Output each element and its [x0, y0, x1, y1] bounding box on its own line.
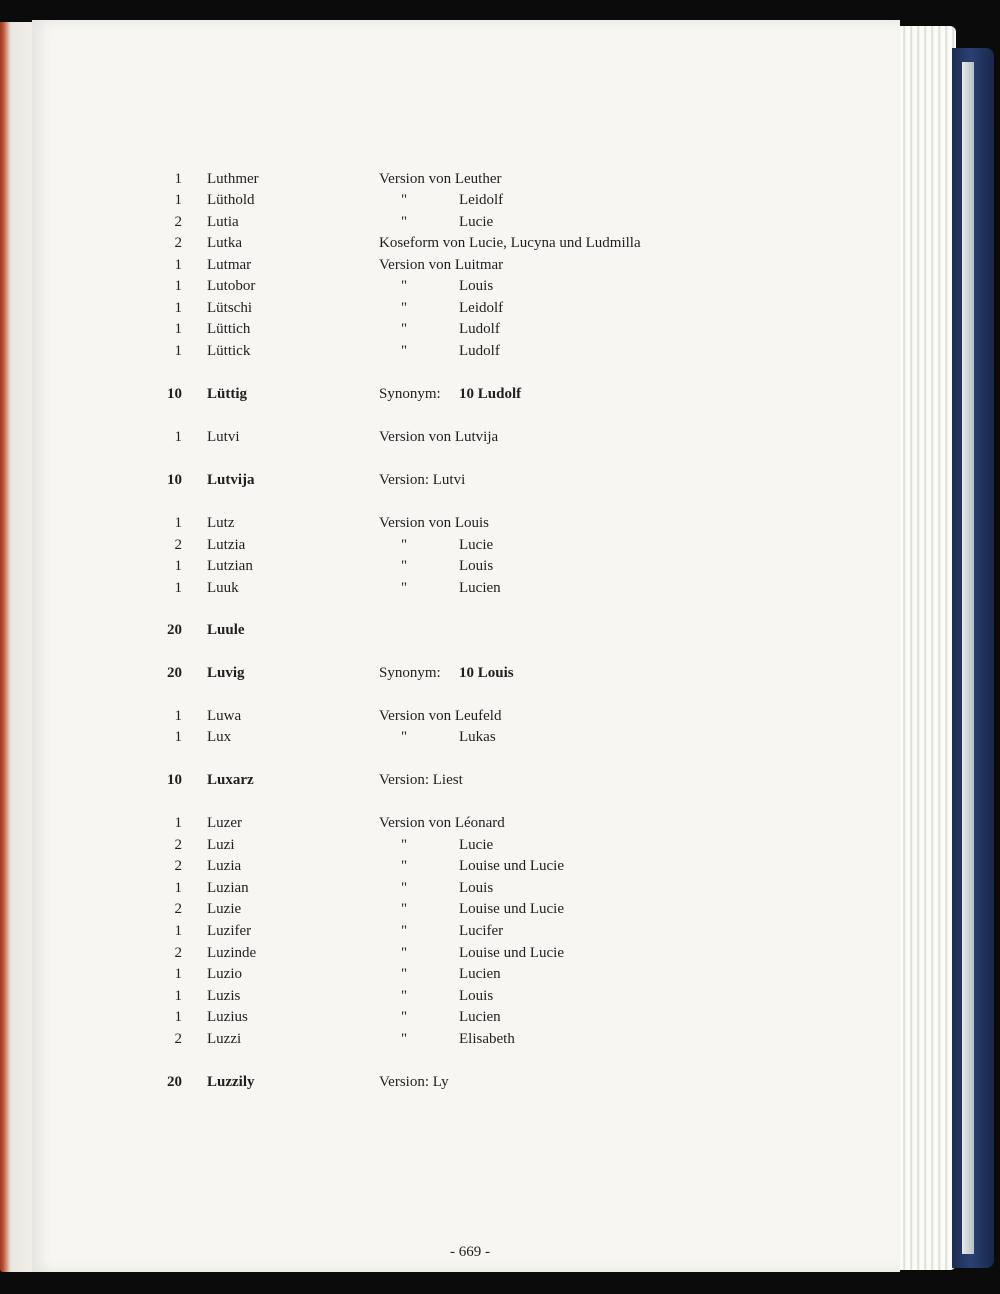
entry-name: Luzie	[207, 901, 242, 917]
name-entry-row	[0, 470, 1000, 491]
name-entry-row	[0, 556, 1000, 577]
entry-ditto-mark: "	[401, 966, 408, 982]
entry-name: Lutz	[207, 515, 235, 531]
name-entry-row	[0, 835, 1000, 856]
entry-count: 2	[174, 1031, 182, 1047]
entry-reference: Louise und Lucie	[459, 901, 564, 917]
entry-ditto-mark: "	[401, 321, 408, 337]
entry-description: Version: Liest	[379, 772, 463, 788]
entry-name: Lutobor	[207, 278, 256, 294]
entry-reference: Lucien	[459, 1009, 501, 1025]
entry-name: Lutia	[207, 214, 239, 230]
name-entry-row	[0, 943, 1000, 964]
entry-ditto-mark: "	[401, 901, 408, 917]
entry-count: 10	[167, 772, 182, 788]
entry-reference: Lucien	[459, 966, 501, 982]
entry-count: 1	[174, 321, 182, 337]
entry-description: Version von Leufeld	[379, 708, 502, 724]
entry-name: Luzia	[207, 858, 242, 874]
name-entry-row	[0, 1007, 1000, 1028]
name-entry-row	[0, 856, 1000, 877]
entry-count: 10	[167, 472, 182, 488]
entry-count: 20	[167, 1074, 182, 1090]
name-entry-row	[0, 878, 1000, 899]
name-entry-row	[0, 169, 1000, 190]
entry-description: Version: Ly	[379, 1074, 449, 1090]
entry-ditto-mark: "	[401, 923, 408, 939]
entry-name: Lutzia	[207, 537, 246, 553]
entry-count: 2	[174, 901, 182, 917]
entry-count: 1	[174, 257, 182, 273]
entry-reference: Lucifer	[459, 923, 504, 939]
name-entry-row	[0, 727, 1000, 748]
name-entry-row	[0, 233, 1000, 254]
entry-ditto-mark: "	[401, 214, 408, 230]
entry-name: Luzifer	[207, 923, 252, 939]
entry-ditto-mark: "	[401, 300, 408, 316]
name-entry-row	[0, 578, 1000, 599]
name-entry-row	[0, 770, 1000, 791]
entry-name: Luzzily	[207, 1074, 255, 1090]
entry-reference: Louis	[459, 988, 494, 1004]
entry-count: 2	[174, 537, 182, 553]
entry-count: 2	[174, 945, 182, 961]
entry-count: 1	[174, 988, 182, 1004]
entry-count: 1	[174, 880, 182, 896]
entry-name: Luwa	[207, 708, 242, 724]
entry-ditto-mark: "	[401, 880, 408, 896]
entry-name: Luzzi	[207, 1031, 242, 1047]
entry-name: Lütschi	[207, 300, 252, 316]
entry-reference: Leidolf	[459, 192, 504, 208]
entry-description: Version von Leuther	[379, 171, 502, 187]
entry-description: Version von Léonard	[379, 815, 505, 831]
entry-ditto-mark: "	[401, 537, 408, 553]
entry-description: Version von Lutvija	[379, 429, 499, 445]
entry-ditto-mark: "	[401, 192, 408, 208]
entry-ditto-mark: "	[401, 278, 408, 294]
entry-name: Luzian	[207, 880, 249, 896]
entry-ditto-mark: "	[401, 837, 408, 853]
entry-count: 1	[174, 343, 182, 359]
page-number: - 669 -	[450, 1244, 490, 1260]
entry-name: Lutka	[207, 235, 242, 251]
entry-count: 2	[174, 235, 182, 251]
name-entry-row	[0, 384, 1000, 405]
entry-name: Lüttig	[207, 386, 248, 402]
entry-name: Luxarz	[207, 772, 254, 788]
entry-reference: Lucie	[459, 837, 494, 853]
entry-count: 2	[174, 837, 182, 853]
name-entry-row	[0, 921, 1000, 942]
entry-count: 1	[174, 558, 182, 574]
entry-count: 1	[174, 192, 182, 208]
entry-count: 1	[174, 708, 182, 724]
entry-reference: Elisabeth	[459, 1031, 515, 1047]
entry-ditto-mark: "	[401, 343, 408, 359]
entry-ditto-mark: "	[401, 729, 408, 745]
entry-description: Synonym:	[379, 665, 441, 681]
entry-ditto-mark: "	[401, 988, 408, 1004]
entry-count: 1	[174, 515, 182, 531]
entry-name: Luthmer	[207, 171, 259, 187]
name-entry-row	[0, 964, 1000, 985]
entry-ditto-mark: "	[401, 580, 408, 596]
entry-reference: Lukas	[459, 729, 496, 745]
name-entry-row	[0, 706, 1000, 727]
entry-count: 1	[174, 429, 182, 445]
entry-name: Lüthold	[207, 192, 255, 208]
entry-count: 20	[167, 665, 182, 681]
name-entry-row	[0, 1029, 1000, 1050]
entry-description: Version von Louis	[379, 515, 489, 531]
entry-count: 1	[174, 300, 182, 316]
name-entry-row	[0, 899, 1000, 920]
entry-count: 1	[174, 171, 182, 187]
name-entry-row	[0, 986, 1000, 1007]
entry-count: 1	[174, 278, 182, 294]
entry-reference: Louise und Lucie	[459, 858, 564, 874]
entry-reference: Ludolf	[459, 343, 500, 359]
entry-name: Luuk	[207, 580, 239, 596]
entry-count: 1	[174, 923, 182, 939]
entry-count: 1	[174, 966, 182, 982]
entry-name: Lutmar	[207, 257, 252, 273]
name-entry-row	[0, 1072, 1000, 1093]
name-entry-row	[0, 620, 1000, 641]
name-entry-row	[0, 813, 1000, 834]
entry-reference: Louise und Lucie	[459, 945, 564, 961]
entry-count: 10	[167, 386, 182, 402]
entry-count: 1	[174, 729, 182, 745]
name-entry-row	[0, 190, 1000, 211]
entry-name: Luzi	[207, 837, 235, 853]
name-entry-row	[0, 212, 1000, 233]
name-entry-row	[0, 663, 1000, 684]
entry-reference: Lucien	[459, 580, 501, 596]
entry-description: Synonym:	[379, 386, 441, 402]
entry-ditto-mark: "	[401, 1031, 408, 1047]
entry-name: Luzinde	[207, 945, 257, 961]
entry-count: 1	[174, 815, 182, 831]
entry-description: Koseform von Lucie, Lucyna und Ludmilla	[379, 235, 641, 251]
entry-name: Luzis	[207, 988, 241, 1004]
entry-reference: 10 Ludolf	[459, 386, 522, 402]
name-entry-row	[0, 341, 1000, 362]
entry-count: 20	[167, 622, 182, 638]
entry-ditto-mark: "	[401, 945, 408, 961]
entry-name: Lutvija	[207, 472, 255, 488]
entry-ditto-mark: "	[401, 1009, 408, 1025]
entry-name: Lutzian	[207, 558, 253, 574]
entry-count: 2	[174, 214, 182, 230]
entry-name: Luzer	[207, 815, 242, 831]
entry-name: Luvig	[207, 665, 245, 681]
entry-reference: Leidolf	[459, 300, 504, 316]
entry-name: Luzio	[207, 966, 242, 982]
entry-reference: Lucie	[459, 537, 494, 553]
entry-reference: Louis	[459, 880, 494, 896]
entry-reference: Louis	[459, 278, 494, 294]
name-entry-row	[0, 535, 1000, 556]
name-entry-row	[0, 298, 1000, 319]
entry-count: 1	[174, 1009, 182, 1025]
entry-ditto-mark: "	[401, 558, 408, 574]
entry-reference: Ludolf	[459, 321, 500, 337]
name-entry-row	[0, 276, 1000, 297]
entry-name: Lüttich	[207, 321, 251, 337]
name-entry-row	[0, 427, 1000, 448]
entry-reference: Louis	[459, 558, 494, 574]
entry-count: 2	[174, 858, 182, 874]
entry-ditto-mark: "	[401, 858, 408, 874]
entry-name: Lux	[207, 729, 232, 745]
entry-name: Lutvi	[207, 429, 240, 445]
entry-reference: Lucie	[459, 214, 494, 230]
entry-count: 1	[174, 580, 182, 596]
name-entry-row	[0, 255, 1000, 276]
entry-reference: 10 Louis	[459, 665, 514, 681]
name-entry-row	[0, 513, 1000, 534]
entry-name: Luzius	[207, 1009, 248, 1025]
entry-name: Lüttick	[207, 343, 251, 359]
entry-description: Version von Luitmar	[379, 257, 504, 273]
name-entry-row	[0, 319, 1000, 340]
entry-name: Luule	[207, 622, 245, 638]
entry-description: Version: Lutvi	[379, 472, 466, 488]
